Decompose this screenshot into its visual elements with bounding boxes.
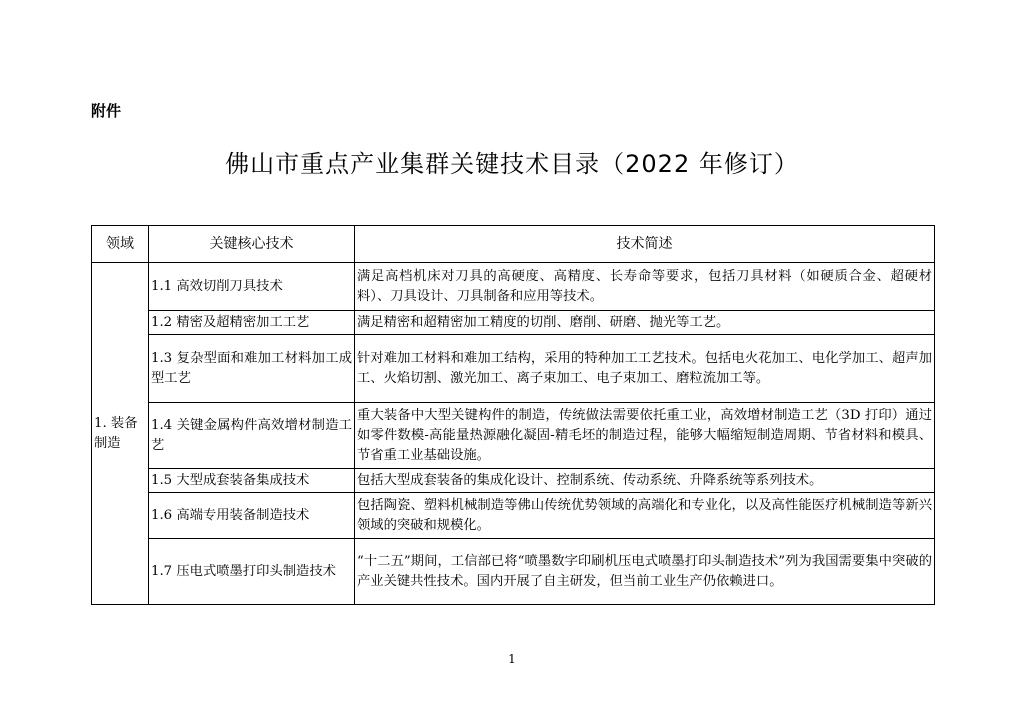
key-technology-cell: 1.3 复杂型面和难加工材料加工成型工艺 [149, 335, 355, 403]
page-number: 1 [508, 652, 516, 666]
key-technology-cell: 1.5 大型成套装备集成技术 [149, 469, 355, 493]
document-title: 佛山市重点产业集群关键技术目录（2022 年修订） [225, 150, 799, 178]
description-cell: 重大装备中大型关键构件的制造，传统做法需要依托重工业，高效增材制造工艺（3D 打印）通过如零件数模-高能量热源融化凝固-精毛坯的制造过程，能够大幅缩短制造周期、节省材料和模具、节省重工业基础设施。 [355, 403, 935, 469]
table-row [92, 263, 935, 311]
key-technology-cell: 1.2 精密及超精密加工工艺 [149, 311, 355, 335]
technology-catalog-table [91, 225, 935, 605]
attachment-label: 附件 [91, 102, 122, 120]
key-technology-cell: 1.4 关键金属构件高效增材制造工艺 [149, 403, 355, 469]
column-header-key-technology: 关键核心技术 [149, 226, 355, 263]
table-row [92, 469, 935, 493]
table-row [92, 311, 935, 335]
key-technology-cell: 1.1 高效切削刀具技术 [149, 263, 355, 311]
description-cell: 包括大型成套装备的集成化设计、控制系统、传动系统、升降系统等系列技术。 [355, 469, 935, 493]
description-cell: “十二五”期间，工信部已将“喷墨数字印刷机压电式喷墨打印头制造技术”列为我国需要集中突破的产业关键共性技术。国内开展了自主研发，但当前工业生产仍依赖进口。 [355, 539, 935, 605]
table-row [92, 403, 935, 469]
table-row [92, 335, 935, 403]
description-cell: 针对难加工材料和难加工结构，采用的特种加工工艺技术。包括电火花加工、电化学加工、超声加工、火焰切割、激光加工、离子束加工、电子束加工、磨粒流加工等。 [355, 335, 935, 403]
table-row [92, 539, 935, 605]
description-cell: 包括陶瓷、塑料机械制造等佛山传统优势领域的高端化和专业化，以及高性能医疗机械制造等新兴领域的突破和规模化。 [355, 493, 935, 539]
key-technology-cell: 1.6 高端专用装备制造技术 [149, 493, 355, 539]
table-row [92, 493, 935, 539]
key-technology-cell: 1.7 压电式喷墨打印头制造技术 [149, 539, 355, 605]
description-cell: 满足精密和超精密加工精度的切削、磨削、研磨、抛光等工艺。 [355, 311, 935, 335]
column-header-description: 技术简述 [355, 226, 935, 263]
table-header-row [92, 226, 935, 263]
description-cell: 满足高档机床对刀具的高硬度、高精度、长寿命等要求，包括刀具材料（如硬质合金、超硬材料）、刀具设计、刀具制备和应用等技术。 [355, 263, 935, 311]
column-header-domain: 领域 [92, 226, 149, 263]
domain-cell: 1. 装备制造 [92, 263, 149, 605]
